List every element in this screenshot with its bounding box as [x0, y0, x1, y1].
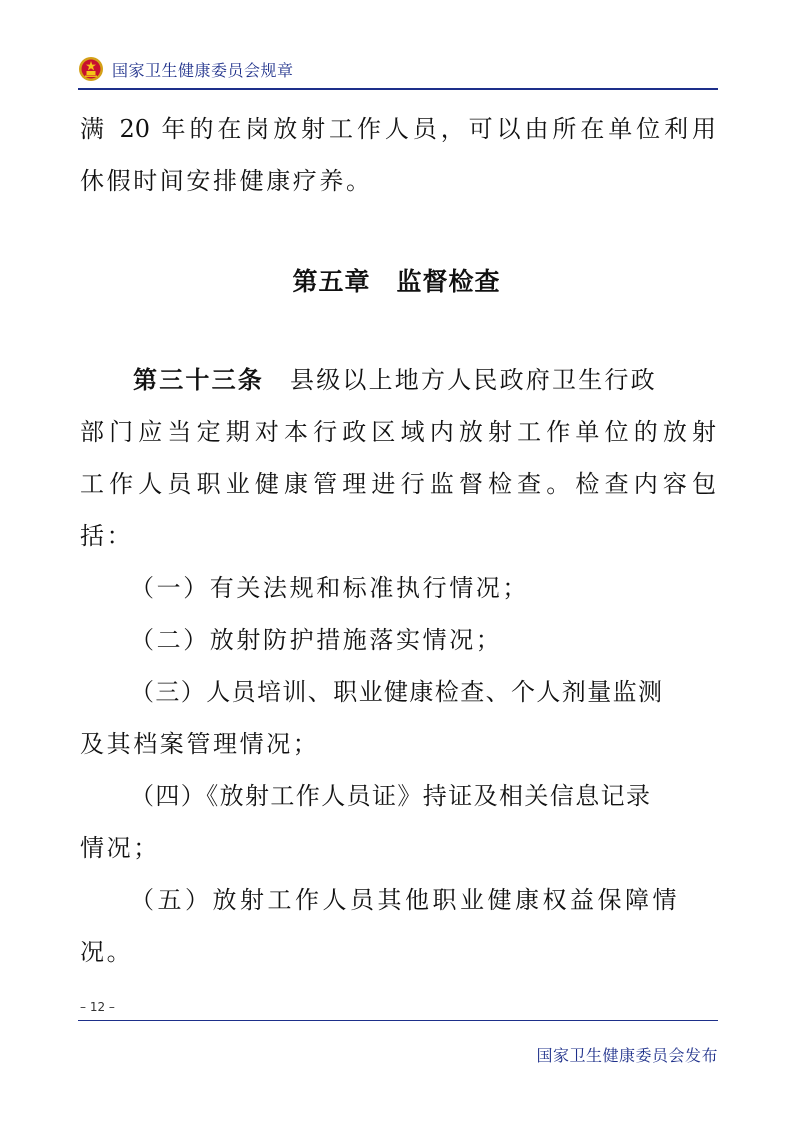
chapter-title: 第五章 监督检查 [292, 267, 501, 296]
list-item-3-line-2: 及其档案管理情况； [80, 730, 320, 758]
footer-divider [78, 1020, 718, 1021]
header-title: 国家卫生健康委员会规章 [112, 60, 294, 80]
page-number: – 12 – [80, 1000, 115, 1014]
page-header [78, 52, 294, 86]
list-item-4-line-1: （四）《放射工作人员证》持证及相关信息记录 [130, 782, 652, 810]
article-line-2: 部门应当定期对本行政区域内放射工作单位的放射 [80, 418, 716, 446]
footer-publisher: 国家卫生健康委员会发布 [536, 1046, 718, 1065]
list-item-1: （一）有关法规和标准执行情况； [130, 574, 529, 602]
national-emblem-icon [78, 56, 104, 82]
article-line-3: 工作人员职业健康管理进行监督检查。检查内容包 [80, 470, 716, 498]
body-line-1: 满 20 年的在岗放射工作人员，可以由所在单位利用 [80, 115, 716, 143]
list-item-4-line-2: 情况； [80, 834, 160, 862]
article-label: 第三十三条 [133, 365, 264, 394]
article-line-4: 括： [80, 522, 134, 550]
list-item-5-line-2: 况。 [80, 938, 134, 966]
header-divider [78, 88, 718, 90]
list-item-3-line-1: （三）人员培训、职业健康检查、个人剂量监测 [130, 678, 664, 706]
article-line-1: 县级以上地方人民政府卫生行政 [290, 366, 657, 394]
article-33-first-line [133, 366, 657, 394]
list-item-2: （二）放射防护措施落实情况； [130, 626, 503, 654]
body-line-2: 休假时间安排健康疗养。 [80, 167, 373, 195]
list-item-5-line-1: （五）放射工作人员其他职业健康权益保障情 [130, 886, 680, 914]
